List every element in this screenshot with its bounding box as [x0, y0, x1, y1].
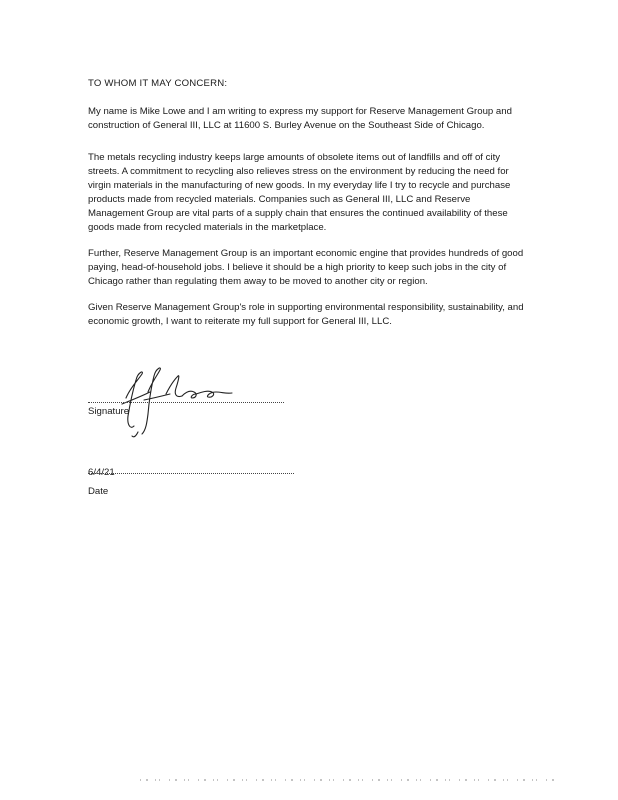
signature-block — [88, 352, 328, 442]
paragraph-economic: Further, Reserve Management Group is an important economic engine that provides hundreds of good paying, head-of-household jobs. I believe it should be a high priority to keep such jobs in the city of Chicago rather than regulating them away to be moved to another city or region. — [88, 248, 524, 287]
date-label: Date — [88, 486, 109, 497]
salutation: TO WHOM IT MAY CONCERN: — [88, 78, 228, 89]
letter-body — [88, 77, 528, 343]
signature-label: Signature — [88, 406, 130, 417]
date-line — [88, 473, 294, 474]
date-value: 6/4/21 — [88, 467, 115, 478]
paragraph-conclusion: Given Reserve Management Group's role in supporting environmental responsibility, sustainability, and economic growth, I want to reiterate my full support for General III, LLC. — [88, 302, 524, 327]
paragraph-introduction: My name is Mike Lowe and I am writing to express my support for Reserve Management Group and construction of General III, LLC at 11600 S. Burley Avenue on the Southeast Side of Chicago. — [88, 106, 512, 131]
signature-line — [88, 402, 284, 403]
handwritten-signature — [108, 352, 248, 440]
date-block — [88, 462, 328, 497]
paragraph-recycling: The metals recycling industry keeps large amounts of obsolete items out of landfills and off of city streets. A commitment to recycling also relieves stress on the environment by reducing the need for virgin materials in the manufacturing of new goods. In my everyday life I try to recycle and purchase products made from recycled materials. Companies such as General III, LLC and Reserve Management Group are vital parts of a supply chain that ensures the continued availability of these goods made from recycled materials in the marketplace. — [88, 152, 511, 233]
scan-artifact-line — [140, 779, 560, 781]
